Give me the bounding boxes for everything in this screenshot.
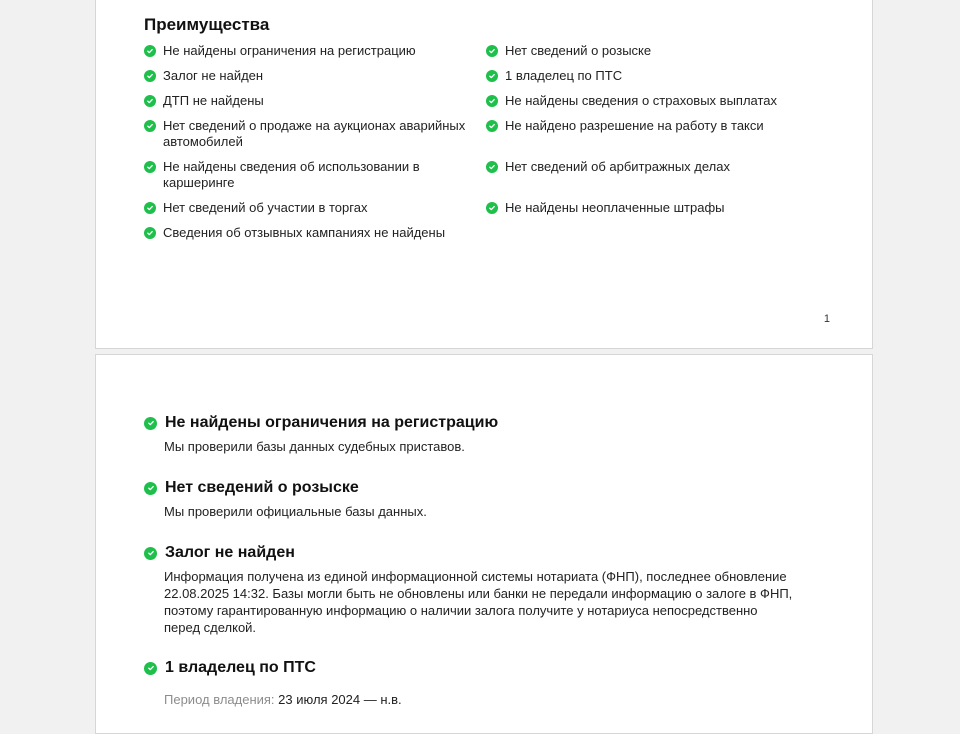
advantage-label: Залог не найден [163,68,264,83]
check-circle-icon [486,70,498,82]
advantage-item [144,93,474,109]
section-header [144,544,804,562]
check-circle-icon [144,662,157,675]
advantages-list-right [486,43,846,225]
section-title: Не найдены ограничения на регистрацию [165,414,499,431]
check-circle-icon [144,161,156,173]
section-registration [144,414,804,455]
advantage-item [486,43,846,59]
section-wanted [144,479,804,520]
advantage-item [144,225,474,241]
advantage-label: Не найдены неоплаченные штрафы [505,200,725,215]
check-circle-icon [486,202,498,214]
advantage-label: 1 владелец по ПТС [505,68,623,83]
advantage-label: Не найдены ограничения на регистрацию [163,43,416,58]
section-owners [144,659,804,708]
check-circle-icon [144,547,157,560]
section-header [144,414,804,432]
advantage-item [486,68,846,84]
advantages-title: Преимущества [144,15,270,34]
section-text: Информация получена из единой информационной системы нотариата (ФНП), последнее обновление 22.08.2025 14:32. Базы могли быть не обновлены или банки не передали информацию о залоге в ФНП, поэтому гарантированную информацию о наличии залога получите у нотариуса непосредственно перед сделкой. [164,569,793,635]
advantage-label: Не найдено разрешение на работу в такси [505,118,764,133]
advantage-label: Нет сведений о продаже на аукционах аварийных автомобилей [163,118,466,149]
advantage-label: Не найдены сведения об использовании в каршеринге [163,159,420,190]
check-circle-icon [144,45,156,57]
advantage-label: Нет сведений о розыске [505,43,652,58]
check-circle-icon [144,417,157,430]
check-circle-icon [144,120,156,132]
check-circle-icon [144,227,156,239]
section-text: Мы проверили базы данных судебных приставов. [164,439,465,454]
page-number: 1 [823,313,830,325]
section-title: Нет сведений о розыске [165,479,359,496]
section-header [144,479,804,497]
advantage-item [486,159,846,175]
advantages-list-left [144,43,474,250]
section-title: 1 владелец по ПТС [165,659,316,676]
check-circle-icon [144,202,156,214]
check-circle-icon [486,120,498,132]
advantage-item [144,118,474,150]
advantage-item [144,159,474,191]
advantage-item [144,200,474,216]
check-circle-icon [144,95,156,107]
check-circle-icon [486,161,498,173]
ownership-period [164,691,804,708]
ownership-period-label: Период владения: [164,692,275,707]
advantage-label: Не найдены сведения о страховых выплатах [505,93,778,108]
section-header [144,659,804,677]
advantage-item [486,200,846,216]
report-page-1 [95,0,873,349]
report-page-2 [95,354,873,734]
advantage-label: Нет сведений об арбитражных делах [505,159,730,174]
advantage-item [486,118,846,134]
advantage-item [144,43,474,59]
advantage-item [144,68,474,84]
check-circle-icon [486,45,498,57]
advantage-label: ДТП не найдены [163,93,264,108]
section-title: Залог не найден [165,544,295,561]
check-circle-icon [144,482,157,495]
ownership-period-value: 23 июля 2024 — н.в. [278,692,402,707]
advantage-label: Сведения об отзывных кампаниях не найдены [163,225,446,240]
advantage-item [486,93,846,109]
advantage-label: Нет сведений об участии в торгах [163,200,368,215]
section-text: Мы проверили официальные базы данных. [164,504,427,519]
section-pledge [144,544,804,636]
check-circle-icon [486,95,498,107]
check-circle-icon [144,70,156,82]
